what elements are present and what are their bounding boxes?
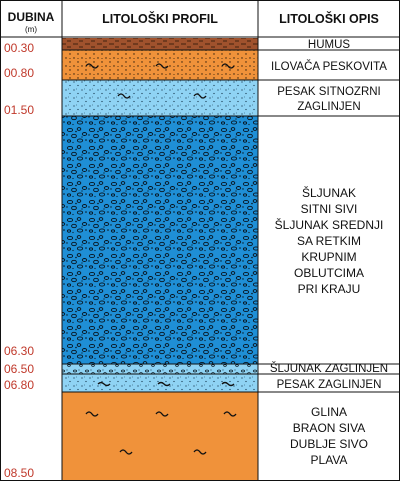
depth-label: 06.50: [4, 362, 35, 376]
layer-description: PRI KRAJU: [297, 282, 361, 296]
layer-description: DUBLJE SIVO: [289, 437, 369, 451]
layer-description: ILOVAČA PESKOVITA: [271, 61, 387, 73]
depth-label: 06.80: [4, 378, 35, 392]
layer-description: OBLUTCIMA: [293, 266, 365, 280]
layer-description: BRAON SIVA: [292, 421, 366, 435]
layer-description: HUMUS: [307, 39, 351, 51]
depth-label: 06.30: [4, 344, 35, 358]
depth-label: 01.50: [4, 103, 35, 117]
layer-description: SITNI SIVI: [300, 202, 358, 216]
depth-column-title: DUBINA: [7, 10, 55, 24]
layer-description: SA RETKIM: [296, 234, 362, 248]
depth-unit-label: (m): [25, 25, 37, 34]
depth-label: 00.30: [4, 41, 35, 55]
layer-humus: [63, 38, 258, 50]
layer-gravel: [63, 116, 258, 364]
description-column-title: LITOLOŠKI OPIS: [279, 12, 379, 26]
layer-description: PLAVA: [310, 453, 348, 467]
layer-description: GLINA: [310, 405, 348, 419]
layer-clay: [63, 392, 258, 480]
layer-description: ŠLJUNAK ZAGLINJEN: [269, 363, 389, 375]
profile-column-title: LITOLOŠKI PROFIL: [102, 12, 218, 26]
depth-label: 08.50: [4, 466, 35, 480]
layer-description: ŠLJUNAK: [301, 186, 357, 200]
layer-description: ŠLJUNAK SREDNJI: [274, 218, 384, 232]
layer-description: KRUPNIM: [301, 250, 357, 264]
depth-label: 00.80: [4, 66, 35, 80]
layer-description: ZAGLINJEN: [297, 101, 361, 113]
layer-description: PESAK ZAGLINJEN: [276, 379, 382, 391]
layer-fine-sand-clayey: [63, 80, 258, 116]
layer-clayey-gravel: [63, 364, 258, 374]
layer-description: PESAK SITNOZRNI: [277, 86, 381, 98]
